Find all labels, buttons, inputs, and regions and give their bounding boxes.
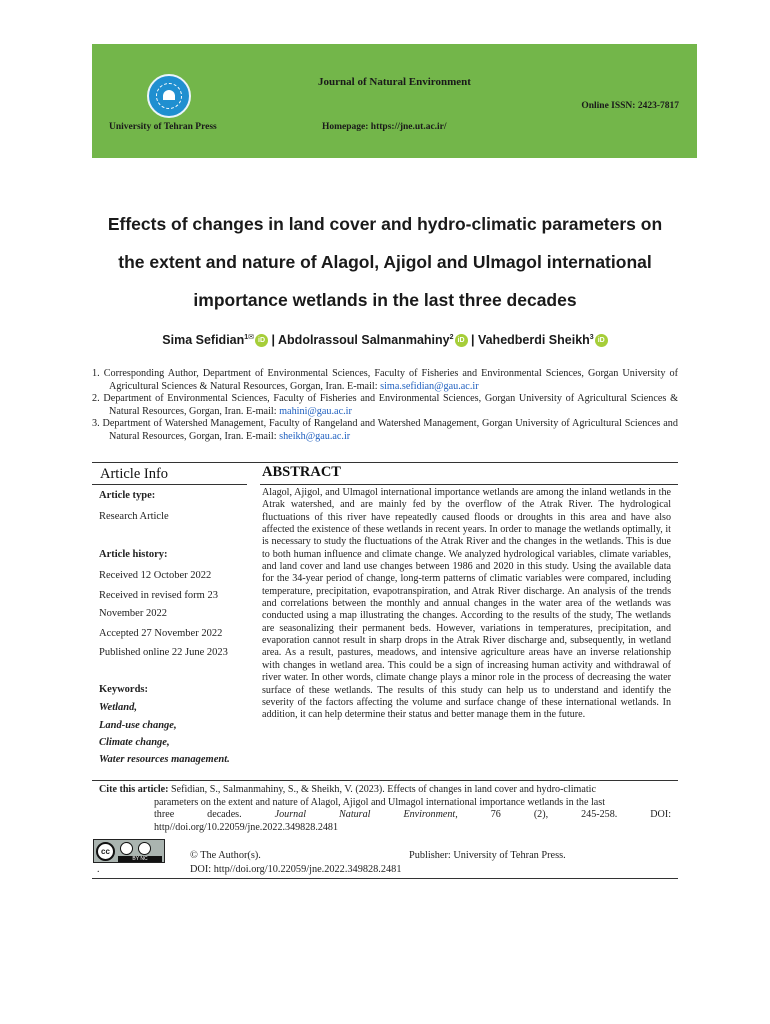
title-line: Effects of changes in land cover and hydro-climatic parameters on — [107, 214, 663, 234]
article-title — [70, 205, 700, 319]
footer-doi[interactable]: DOI: http//doi.org/10.22059/jne.2022.349828.2481 — [190, 864, 402, 875]
citation-journal: Journal Natural Environment — [274, 809, 456, 820]
citation-line — [99, 809, 671, 822]
publisher: Publisher: University of Tehran Press. — [409, 850, 566, 861]
title-line: the extent and nature of Alagol, Ajigol and Ulmagol international — [118, 252, 652, 272]
license-bar: BY NC — [118, 856, 162, 862]
university-name: University of Tehran Press — [109, 122, 217, 132]
by-icon — [120, 842, 133, 855]
article-type-value: Research Article — [99, 511, 169, 522]
journal-banner — [92, 44, 697, 158]
info-divider — [92, 484, 247, 485]
author-sup: 1✉ — [244, 334, 255, 341]
copyright: © The Author(s). — [190, 850, 261, 861]
email-link[interactable]: sima.sefidian@gau.ac.ir — [380, 380, 479, 392]
affiliations — [92, 368, 678, 443]
author-sup: 3 — [589, 334, 594, 341]
orcid-icon[interactable]: iD — [595, 334, 608, 347]
author-name: Vahedberdi Sheikh — [477, 333, 590, 348]
journal-homepage[interactable]: Homepage: https://jne.ut.ac.ir/ — [322, 122, 447, 132]
section-divider — [92, 780, 678, 781]
nc-icon — [138, 842, 151, 855]
email-link[interactable]: mahini@gau.ac.ir — [279, 405, 352, 417]
orcid-icon[interactable]: iD — [455, 334, 468, 347]
journal-name: Journal of Natural Environment — [318, 76, 471, 88]
abstract-divider — [260, 484, 678, 485]
affiliation-text: 2. Department of Environmental Sciences, Faculty of Fisheries and Environmental Sciences, Gorgan University of Agricultural Sciences & Natural Resources, Gorgan, Iran. E-mail: — [92, 393, 678, 417]
footer-divider — [92, 878, 678, 879]
logo-dome — [163, 90, 175, 100]
keyword: Land-use change, — [99, 720, 177, 731]
affiliation-item — [92, 368, 678, 393]
author-name: Abdolrassoul Salmanmahiny — [278, 333, 450, 348]
email-link[interactable]: sheikh@gau.ac.ir — [279, 430, 351, 442]
abstract-text: Alagol, Ajigol, and Ulmagol international importance wetlands are among the inland wetlands in the Atrak watershed, and are mainly fed by the overflow of the Atrak River. The hydrological fluctuations of this river have repeatedly caused floods or droughts in this area and have also affected the existence of these wetlands in recent years. In order to manage the wetlands optimally, it is necessary to study the fluctuations of the Atrak River and the changes in the wetlands. This is due to both human influence and climate change. We analyzed hydrological variables, climate variables, and land cover and land use changes between 1986 and 2020 in this study. Using the available data for the 34-year period of change, long-term patterns of climatic variables were compared, including temperature, precipitation, evapotranspiration, and Atrak River discharge. An analysis of the trends and correlations between the monthly and annual changes in the water area of the wetlands was conducted using a map illustrating the changes. According to the results of the study, The wetlands are seasonalizing their permanent beds. However, variations in temperatures, precipitation, and evaporation cannot result in sharp drops in the Atrak River discharge and, subsequently, in wetland area. As a result, pastures, meadows, and intensive agriculture areas have an inverse relationship with changes in wetland area. This could be a sign of increasing human activity and withdrawal of river water. In other words, climate change plays a minor role in the process of decreasing the water surface of these wetlands. The results of this study can help us to understand and identify the severity of the factors affecting the volume and surface change of these international wetlands. In addition, it can help determine their status and better manage them in the future. — [262, 487, 671, 721]
accepted-date: Accepted 27 November 2022 — [99, 628, 223, 639]
revised-date: Received in revised form 23 — [99, 590, 218, 601]
issn: Online ISSN: 2423-7817 — [581, 101, 679, 111]
affiliation-item — [92, 418, 678, 443]
keyword: Wetland, — [99, 702, 138, 713]
section-divider — [92, 462, 678, 463]
orcid-icon[interactable]: iD — [255, 334, 268, 347]
revised-date-cont: November 2022 — [99, 608, 167, 619]
citation-text: three decades. — [154, 809, 275, 820]
received-date: Received 12 October 2022 — [99, 570, 212, 581]
affiliation-item — [92, 393, 678, 418]
author-list: Sima Sefidian$^{1✉}$ iD | Abdolrassoul Salmanmahiny$^2$ iD | Vahedberdi Sheikh$^3$ iD — [0, 333, 770, 347]
footer-dot: . — [97, 864, 100, 875]
keywords-label: Keywords: — [99, 684, 148, 695]
article-history-label: Article history: — [99, 549, 168, 560]
citation-doi[interactable]: http//doi.org/10.22059/jne.2022.349828.2481 — [154, 821, 339, 833]
keyword: Water resources management. — [99, 754, 230, 765]
abstract-heading: ABSTRACT — [262, 464, 341, 480]
title-line: importance wetlands in the last three decades — [193, 290, 577, 310]
article-info-heading: Article Info — [100, 466, 169, 482]
affiliation-text: 3. Department of Watershed Management, Faculty of Rangeland and Watershed Management, Gorgan University of Agricultural Sciences and Natural Resources, Gorgan, Iran. E-mail: — [92, 418, 678, 442]
keyword: Climate change, — [99, 737, 170, 748]
affiliation-text: 1. Corresponding Author, Department of Environmental Sciences, Faculty of Fisheries and Environmental Sciences, Gorgan University of Agricultural Sciences & Natural Resources, Gorgan, Iran. E-mail: — [92, 368, 678, 392]
citation-text: Sefidian, S., Salmanmahiny, S., & Sheikh, V. (2023). Effects of changes in land cover and hydro-climatic — [168, 784, 596, 795]
citation-label: Cite this article: — [99, 784, 169, 795]
author-sup: 2 — [449, 334, 454, 341]
cc-license-badge[interactable] — [93, 839, 165, 863]
author-name: Sima Sefidian — [162, 333, 245, 348]
citation-text: , 76 (2), 245-258. DOI: — [455, 809, 672, 820]
published-date: Published online 22 June 2023 — [99, 647, 228, 658]
citation — [99, 784, 671, 834]
cc-icon: cc — [96, 842, 115, 861]
citation-text: parameters on the extent and nature of Alagol, Ajigol and Ulmagol international importance wetlands in the last — [154, 796, 606, 808]
article-type-label: Article type: — [99, 490, 156, 501]
